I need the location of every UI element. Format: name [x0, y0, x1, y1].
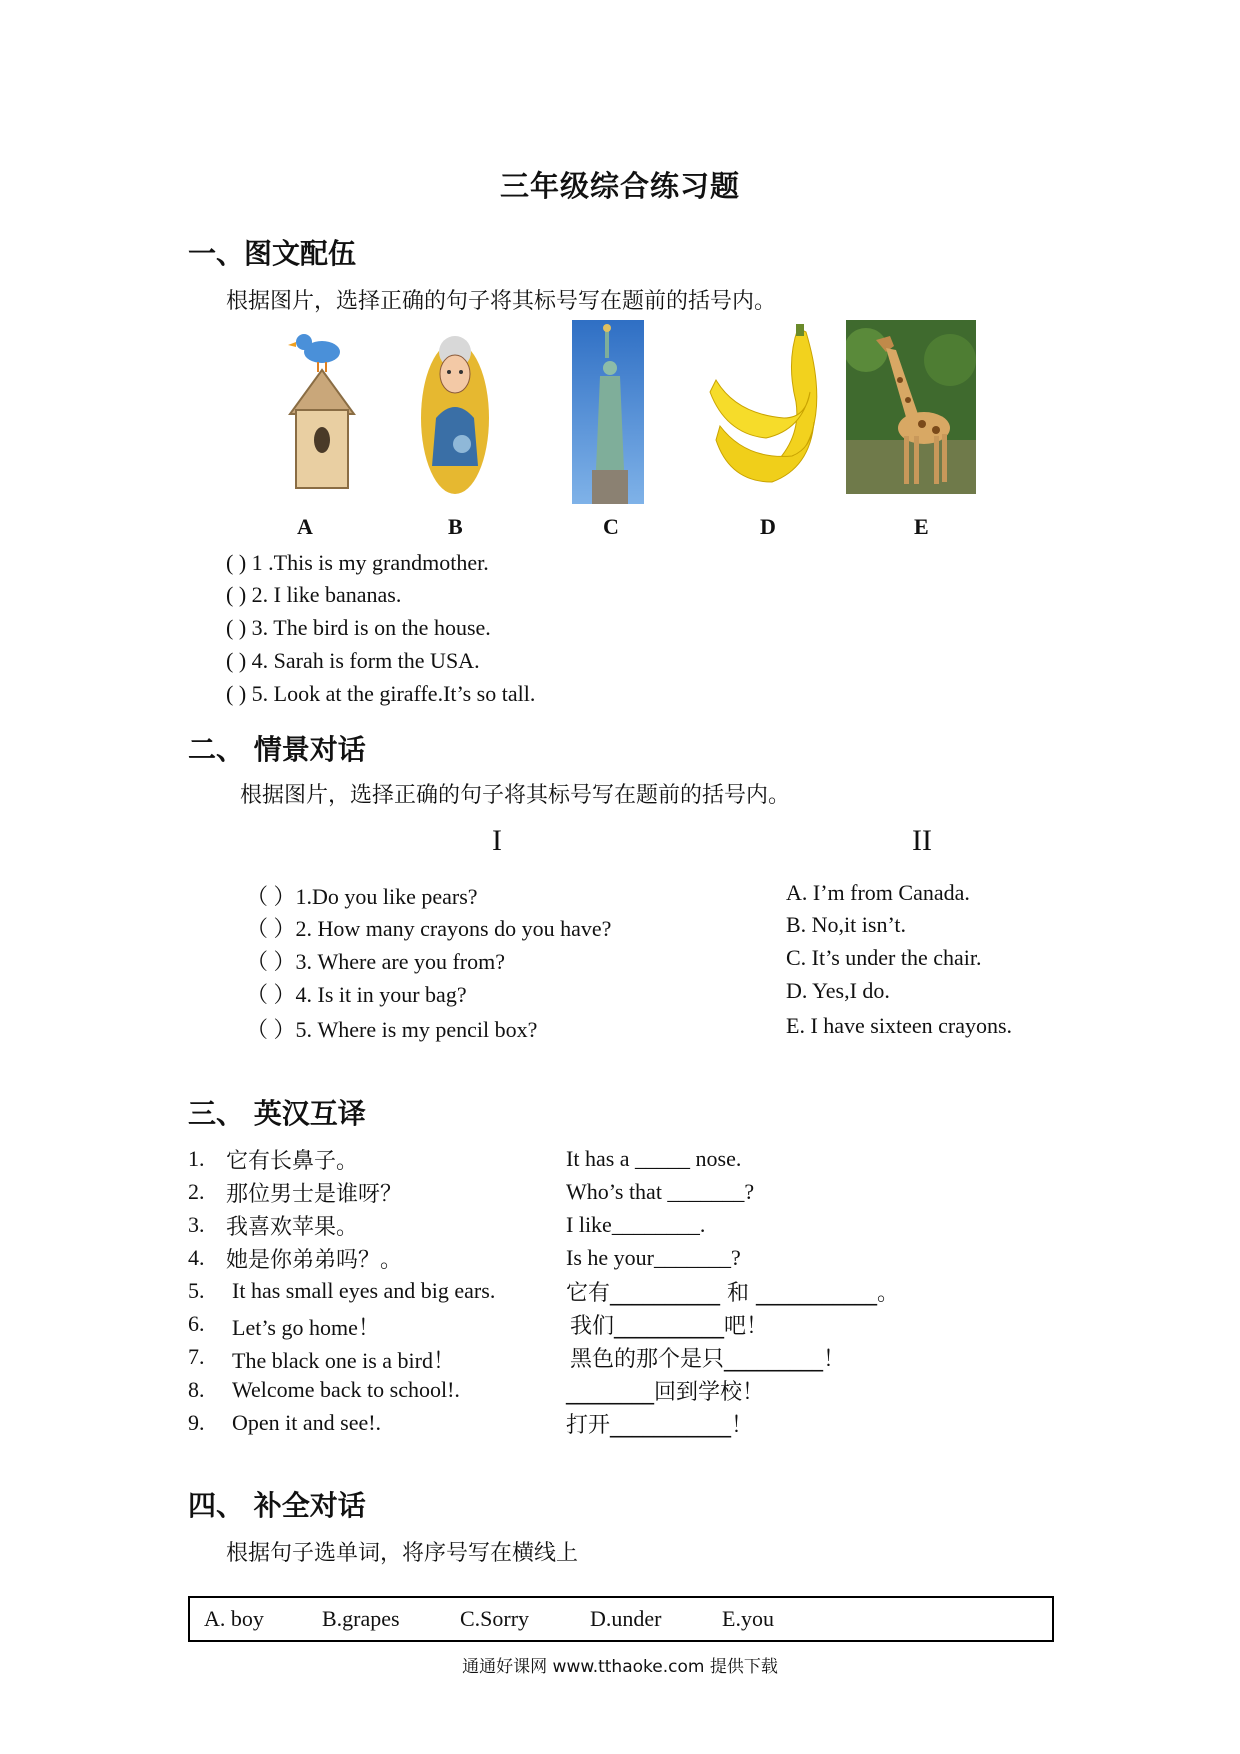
translation-source: 它有长鼻子。: [226, 1149, 359, 1174]
section3-heading: 三、 英汉互译: [188, 1097, 366, 1130]
picture-label-c: C: [603, 514, 619, 539]
word-bank-item: D.under: [590, 1606, 662, 1631]
section1-item: ( ) 4. Sarah is form the USA.: [226, 648, 480, 673]
translation-source: 我喜欢苹果。: [226, 1215, 359, 1240]
translation-source: 那位男士是谁呀？: [226, 1182, 403, 1207]
section2-instruction: 根据图片，选择正确的句子将其标号写在题前的括号内。: [240, 783, 791, 808]
translation-source: The black one is a bird！: [232, 1348, 455, 1373]
translation-number: 7.: [188, 1344, 205, 1369]
word-bank-item: B.grapes: [322, 1606, 400, 1631]
dialogue-question: （ ）2. How many crayons do you have?: [246, 916, 612, 941]
footer-credit: 通通好课网 www.tthaoke.com 提供下载: [462, 1657, 778, 1677]
dialogue-answer: D. Yes,I do.: [786, 978, 890, 1003]
translation-source: Let’s go home！: [232, 1315, 380, 1340]
picture-label-a: A: [297, 514, 313, 539]
dialogue-answer: B. No,it isn’t.: [786, 912, 907, 937]
translation-number: 5.: [188, 1278, 205, 1303]
translation-number: 8.: [188, 1377, 205, 1402]
column-head-ii: II: [912, 824, 932, 857]
column-head-i: I: [492, 824, 502, 857]
translation-target: 它有__________ 和 ___________。: [566, 1281, 899, 1306]
translation-target: ________回到学校！: [566, 1380, 765, 1405]
section1-item: ( ) 1 .This is my grandmother.: [226, 550, 489, 575]
section4-heading: 四、 补全对话: [188, 1489, 366, 1522]
bird-on-birdhouse-icon: [276, 330, 368, 492]
dialogue-answer: E. I have sixteen crayons.: [786, 1013, 1013, 1038]
translation-target: I like________.: [566, 1212, 706, 1237]
word-bank-item: C.Sorry: [460, 1606, 530, 1631]
picture-label-d: D: [760, 514, 776, 539]
translation-number: 3.: [188, 1212, 205, 1237]
translation-source: Welcome back to school!.: [232, 1377, 460, 1402]
section4-instruction: 根据句子选单词，将序号写在横线上: [226, 1541, 579, 1566]
dialogue-answer: C. It’s under the chair.: [786, 945, 982, 970]
section1-item: ( ) 3. The bird is on the house.: [226, 615, 491, 640]
grandmother-icon: [418, 326, 492, 500]
bananas-icon: [706, 322, 828, 498]
section1-item: ( ) 2. I like bananas.: [226, 582, 402, 607]
translation-target: 黑色的那个是只_________！: [570, 1347, 846, 1372]
translation-target: It has a _____ nose.: [566, 1146, 742, 1171]
page-title: 三年级综合练习题: [499, 169, 740, 203]
translation-number: 9.: [188, 1410, 205, 1435]
dialogue-answer: A. I’m from Canada.: [786, 880, 970, 905]
translation-source: Open it and see!.: [232, 1410, 382, 1435]
translation-source: It has small eyes and big ears.: [232, 1278, 496, 1303]
translation-target: Is he your_______?: [566, 1245, 741, 1270]
section1-item: ( ) 5. Look at the giraffe.It’s so tall.: [226, 681, 536, 706]
section2-heading: 二、 情景对话: [188, 733, 366, 766]
dialogue-question: （ ）3. Where are you from?: [246, 949, 506, 974]
statue-of-liberty-icon: [572, 320, 644, 504]
translation-target: 我们__________吧！: [570, 1314, 769, 1339]
translation-source: 她是你弟弟吗？。: [226, 1248, 403, 1273]
giraffe-icon: [846, 320, 976, 494]
translation-number: 6.: [188, 1311, 205, 1336]
word-bank-item: E.you: [722, 1606, 774, 1631]
dialogue-question: （ ）1.Do you like pears?: [246, 884, 478, 909]
word-bank-item: A. boy: [204, 1606, 264, 1631]
dialogue-question: （ ）4. Is it in your bag?: [246, 982, 467, 1007]
translation-target: Who’s that _______?: [566, 1179, 755, 1204]
translation-target: 打开___________！: [566, 1413, 754, 1438]
dialogue-question: （ ）5. Where is my pencil box?: [246, 1017, 538, 1042]
picture-label-b: B: [448, 514, 463, 539]
section1-instruction: 根据图片，选择正确的句子将其标号写在题前的括号内。: [226, 289, 777, 314]
translation-number: 4.: [188, 1245, 205, 1270]
translation-number: 2.: [188, 1179, 205, 1204]
translation-number: 1.: [188, 1146, 205, 1171]
section1-heading: 一、图文配伍: [188, 237, 357, 270]
picture-label-e: E: [914, 514, 929, 539]
